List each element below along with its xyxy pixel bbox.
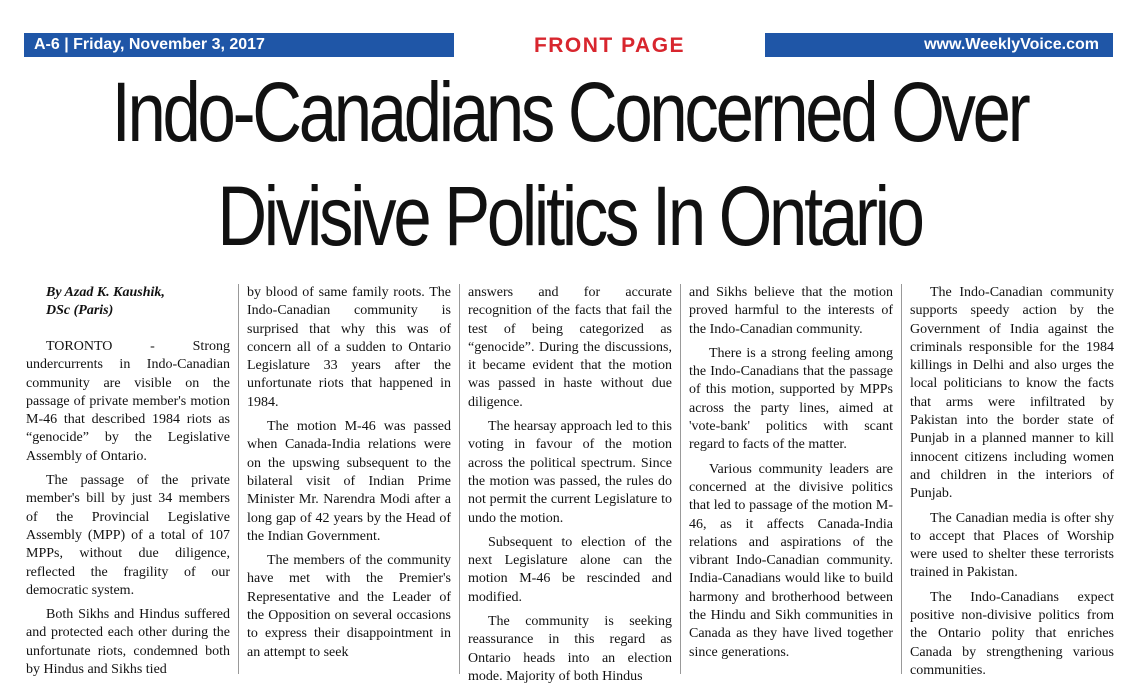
article-column-3 xyxy=(459,284,672,684)
article-column-4 xyxy=(680,284,893,674)
website-bar xyxy=(765,33,1113,57)
paragraph: Various community leaders are concerned at the divisive politics that led to passage of the motion M-46, as it affects Canada-India relations and aspirations of the vibrant Indo-Canadian community. India-Canadians would like to build harmony and brotherhood between the Hindu and Sikh communities in Canada as they have lived together since generations. xyxy=(689,461,893,660)
byline-author: By Azad K. Kaushik, xyxy=(46,285,165,300)
paragraph: There is a strong feeling among the Indo-Canadians that the passage of this motion, supported by MPPs across the party lines, aimed at 'vote-bank' politics with scant regard to facts of the matter. xyxy=(689,345,893,453)
headline-line-2: Divisive Politics In Ontario xyxy=(217,169,922,263)
paragraph: The members of the community have met with the Premier's Representative and the Leader of the Opposition on several occasions to express their disappointment in an attempt to seek xyxy=(247,553,451,660)
section-label: FRONT PAGE xyxy=(533,34,686,57)
paragraph: The Indo-Canadian community supports speedy action by the Government of India against the criminals responsible for the 1984 killings in Delhi and also urges the local politicians to know the facts that arms were infiltrated by Pakistan into the border state of Punjab in a planned manner to kill innocent citizens including women and children in the interiors of Punjab. xyxy=(910,285,1114,502)
paragraph: The passage of the private member's bill by just 34 members of the Provincial Legislative Assembly (MPP) of a total of 107 MPPs, without due diligence, reflected the fragility of our democratic system. xyxy=(26,473,230,598)
paragraph: The hearsay approach led to this voting in favour of the motion across the political spectrum. Since the motion was passed, the rules do not permit the current Legislature to undo the motion. xyxy=(468,419,672,526)
headline xyxy=(103,60,1037,268)
paragraph: The community is seeking reassurance in this regard as Ontario heads into an election mode. Majority of both Hindus xyxy=(468,614,672,684)
paragraph: The Indo-Canadians expect positive non-divisive politics from the Ontario polity that enriches Canada by strengthening various communities. xyxy=(910,589,1114,678)
page-date-text: A-6 | Friday, November 3, 2017 xyxy=(34,36,265,53)
paragraph: by blood of same family roots. The Indo-Canadian community is surprised that why this was of concern all of a sudden to Ontario Legislature 33 years after the unfortunate riots that happened in 1984. xyxy=(247,285,451,410)
page-date-bar xyxy=(24,33,454,57)
article-body xyxy=(26,284,1114,684)
headline-line-1: Indo-Canadians Concerned Over xyxy=(111,65,1028,159)
paragraph: answers and for accurate recognition of the facts that fail the test of being categorized as “genocide”. During the discussions, it became evident that the motion was passed in haste without due diligence. xyxy=(468,285,672,410)
paragraph: Subsequent to election of the next Legislature alone can the motion M-46 be rescinded and modified. xyxy=(468,534,672,605)
article-column-1 xyxy=(26,284,230,678)
article-column-2 xyxy=(238,284,451,674)
paragraph: Both Sikhs and Hindus suffered and protected each other during the unfortunate riots, condemned both by Hindus and Sikhs tied xyxy=(26,607,230,678)
website-link[interactable]: www.WeeklyVoice.com xyxy=(924,36,1099,53)
paragraph: The Canadian media is ofter shy to accept that Places of Worship were used to shelter these terrorists trained in Pakistan. xyxy=(910,510,1114,581)
paragraph: TORONTO - Strong undercurrents in Indo-Canadian community are visible on the passage of private member's motion M-46 that described 1984 riots as “genocide” by the Legislative Assembly of Ontario. xyxy=(26,339,230,464)
byline xyxy=(26,284,230,320)
article-column-5 xyxy=(901,284,1114,678)
paragraph: and Sikhs believe that the motion proved harmful to the interests of the Indo-Canadian community. xyxy=(689,285,893,337)
byline-credential: DSc (Paris) xyxy=(46,303,114,318)
paragraph: The motion M-46 was passed when Canada-India relations were on the upswing subsequent to the bilateral visit of Indian Prime Minister Mr. Narendra Modi after a long gap of 42 years by the Head of the Indian Government. xyxy=(247,419,451,544)
